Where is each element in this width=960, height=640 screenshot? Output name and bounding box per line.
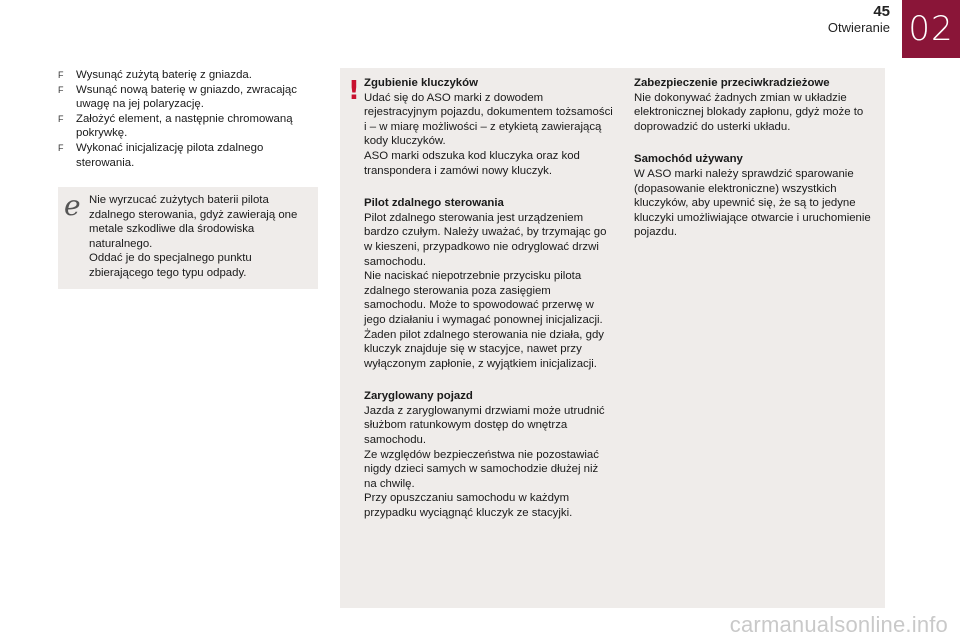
warning-block <box>364 76 614 178</box>
block-title: Pilot zdalnego sterowania <box>364 197 504 210</box>
warning-column-left <box>364 76 614 539</box>
warning-block <box>364 196 614 371</box>
step-text: Wysunąć zużytą baterię z gniazda. <box>76 69 252 81</box>
block-title: Zgubienie kluczyków <box>364 77 478 89</box>
block-body: W ASO marki należy sprawdzić sparowanie (dopasowanie elektroniczne) wszystkich kluczyków, aby upewnić się, że są to jedyne kluczyki umożliwiające otwarcie i uruchomienie pojazdu. <box>634 167 871 239</box>
arrow-marker-icon: F <box>58 70 64 80</box>
arrow-marker-icon: F <box>58 84 64 95</box>
warning-block <box>634 76 874 134</box>
block-title: Zabezpieczenie przeciwkradzieżowe <box>634 77 830 89</box>
arrow-marker-icon: F <box>58 142 64 153</box>
list-item <box>58 112 318 141</box>
warning-block <box>634 152 874 240</box>
warning-icon: ! <box>348 76 360 106</box>
list-item <box>58 68 318 83</box>
eco-icon: e <box>64 189 81 222</box>
step-list <box>58 68 318 170</box>
block-body: Pilot zdalnego sterowania jest urządzeniem bardzo czułym. Należy uważać, by trzymając go w kieszeni, przypadkowo nie odryglować drzwi samochodu. Nie naciskać niepotrzebnie przycisku pilota zdalnego sterowania poza zasięgiem samochodu. Może to spowodować przerwę w jego działaniu i wymagać ponownej inicjalizacji. Żaden pilot zdalnego sterowania nie działa, gdy kluczyk znajduje się w stacyjce, nawet przy wyłączonym zapłonie, z wyjątkiem inicjalizacji. <box>364 211 607 370</box>
block-body: Jazda z zaryglowanymi drzwiami może utrudnić służbom ratunkowym dostęp do wnętrza samochodu. Ze względów bezpieczeństwa nie pozostawiać nigdy dzieci samych w samochodzie dłużej niż na chwilę. Przy opuszczaniu samochodu w każdym przypadku wyciągnąć kluczyk ze stacyjki. <box>364 404 605 520</box>
warning-column-right <box>634 76 874 258</box>
chapter-tab: 02 <box>902 0 960 58</box>
section-title: Otwieranie <box>827 20 890 35</box>
step-text: Wykonać inicjalizację pilota zdalnego sterowania. <box>76 141 264 169</box>
page-number: 45 <box>873 3 890 20</box>
list-item <box>58 141 318 170</box>
arrow-marker-icon: F <box>58 113 64 124</box>
eco-note-text: Nie wyrzucać zużytych baterii pilota zdalnego sterowania, gdyż zawierają one metale szkodliwe dla środowiska naturalnego. Oddać je do specjalnego punktu zbierającego tego typu odpady. <box>89 194 298 279</box>
warning-block <box>364 389 614 520</box>
watermark: carmanualsonline.info <box>729 612 948 637</box>
warning-panel <box>340 68 885 608</box>
list-item <box>58 83 318 112</box>
block-title: Zaryglowany pojazd <box>364 390 473 403</box>
eco-note-box <box>58 187 318 289</box>
step-text: Wsunąć nową baterię w gniazdo, zwracając uwagę na jej polaryzację. <box>76 83 297 111</box>
block-body: Udać się do ASO marki z dowodem rejestracyjnym pojazdu, dokumentem tożsamości i – w miarę możliwości – z etykietą zawierającą kody kluczyków. ASO marki odszuka kod kluczyka oraz kod transpondera i zamówi nowy kluczyk. <box>364 91 613 177</box>
block-title: Samochód używany <box>634 153 743 166</box>
step-text: Założyć element, a następnie chromowaną pokrywkę. <box>76 112 293 140</box>
block-body: Nie dokonywać żadnych zmian w układzie elektronicznej blokady zapłonu, gdyż może to doprowadzić do usterki układu. <box>634 91 864 133</box>
